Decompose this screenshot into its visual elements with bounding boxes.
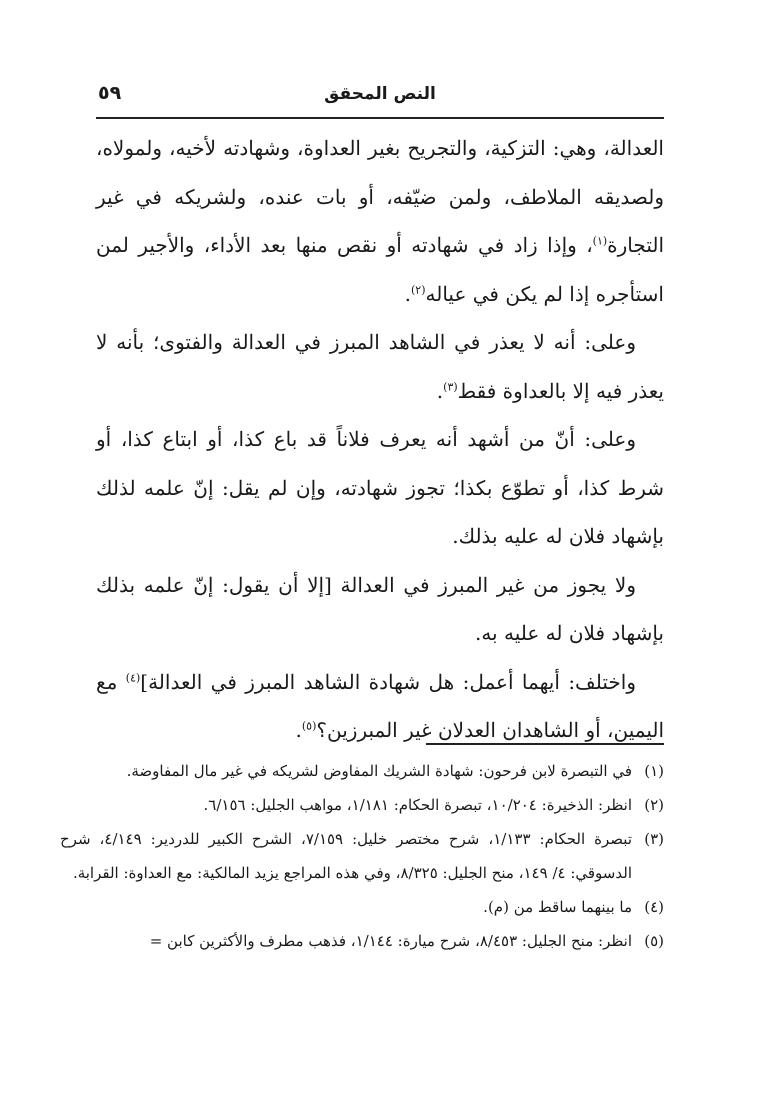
footnote-text: ما بينهما ساقط من (م). xyxy=(483,898,632,916)
footnote-number: (٢) xyxy=(644,796,664,814)
paragraph-4: ولا يجوز من غير المبرز في العدالة [إلا أن يقول: إنّ علمه بذلك بإشهاد فلان له عليه به. xyxy=(96,572,664,645)
paragraph-2-text-b: . xyxy=(436,378,444,403)
footnote-number: (٥) xyxy=(644,932,664,950)
footnote-text: تبصرة الحكام: ١/١٣٣، شرح مختصر خليل: ٧/١٥٩، الشرح الكبير للدردير: ٤/١٤٩، شرح الدسوقي: ٤/ ١٤٩، منح الجليل: ٨/٣٢٥، وفي هذه المراجع يزيد المالكية: مع العداوة: القرابة. xyxy=(60,830,632,882)
footnote-text: انظر: الذخيرة: ١٠/٢٠٤، تبصرة الحكام: ١/١٨١، مواهب الجليل: ٦/١٥٦. xyxy=(203,796,632,814)
paragraph-5-text-a: واختلف: أيهما أعمل: هل شهادة الشاهد المبرز في العدالة] xyxy=(140,669,636,694)
footnote-ref-2: (٢) xyxy=(411,282,426,296)
paragraph-5-text-c: . xyxy=(295,718,302,742)
paragraph-5-text-b: مع اليمين، أو الشاهدان العدلان غير المبرزين؟ xyxy=(96,669,664,742)
footnote-2 xyxy=(60,788,664,822)
footnote-number: (٣) xyxy=(644,830,664,848)
main-text xyxy=(96,124,664,755)
footnote-ref-1: (١) xyxy=(592,234,608,248)
footnote-3 xyxy=(60,822,664,890)
footnote-text: انظر: منح الجليل: ٨/٤٥٣، شرح ميارة: ١/١٤٤، فذهب مطرف والأكثرين كابن = xyxy=(149,932,632,950)
page-number: ٥٩ xyxy=(98,82,122,104)
paragraph-1 xyxy=(96,124,664,318)
paragraph-2-text-a: وعلى: أنه لا يعذر في الشاهد المبرز في العدالة والفتوى؛ بأنه لا يعذر فيه إلا بالعداوة فقط xyxy=(96,330,664,403)
paragraph-1-text-c: . xyxy=(404,281,411,306)
footnote-5 xyxy=(60,924,664,958)
footnote-ref-5: (٥) xyxy=(301,719,317,733)
footnote-text: في التبصرة لابن فرحون: شهادة الشريك المفاوض لشريكه في غير مال المفاوضة. xyxy=(126,762,632,780)
footnote-divider xyxy=(426,743,664,745)
footnote-number: (١) xyxy=(644,762,664,780)
footnote-ref-4: (٤) xyxy=(125,670,141,684)
paragraph-5 xyxy=(96,658,664,755)
paragraph-2 xyxy=(96,318,664,415)
header-divider xyxy=(96,117,664,119)
footnote-4 xyxy=(60,890,664,924)
paragraph-1-text-b: ، وإذا زاد في شهادته أو نقص منها بعد الأداء، والأجير لمن استأجره إذا لم يكن في عياله xyxy=(96,233,664,306)
page-header xyxy=(96,78,664,112)
paragraph-3: وعلى: أنّ من أشهد أنه يعرف فلاناً قد باع كذا، أو ابتاع كذا، أو شرط كذا، أو تطوّع بكذا؛ تجوز شهادته، وإن لم يقل: إنّ علمه لذلك بإشهاد فلان له عليه بذلك. xyxy=(96,427,664,548)
running-title: النص المحقق xyxy=(324,84,436,104)
footnote-number: (٤) xyxy=(644,898,664,916)
paragraph-1-text-a: العدالة، وهي: التزكية، والتجريح بغير العداوة، وشهادته لأخيه، ولمولاه، ولصديقه الملاطف، ولمن ضيّفه، أو بات عنده، ولشريكه في غير التجارة xyxy=(96,136,664,257)
footnotes xyxy=(60,754,664,958)
footnote-1 xyxy=(60,754,664,788)
footnote-ref-3: (٣) xyxy=(443,379,458,393)
